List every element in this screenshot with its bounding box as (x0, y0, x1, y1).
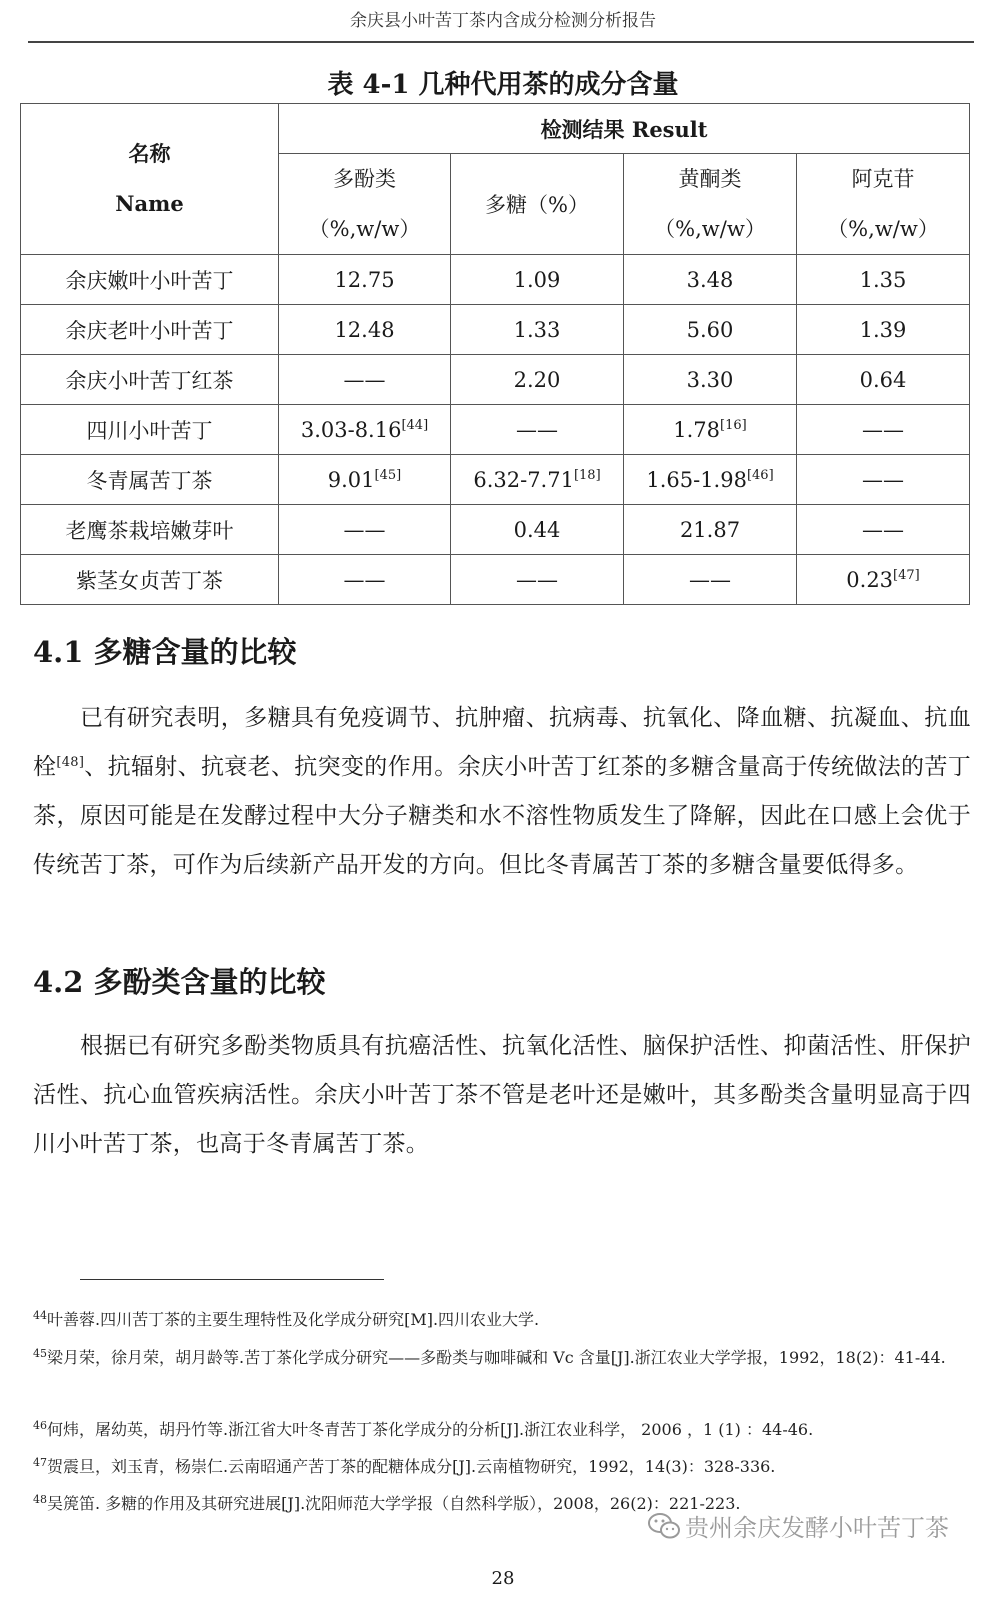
table-cell (797, 355, 970, 405)
cell-value: —— (862, 467, 905, 492)
name-header (21, 104, 279, 255)
table-cell (624, 355, 797, 405)
table-cell (624, 455, 797, 505)
footnote-number: 45 (33, 1347, 47, 1360)
col-header-flavonoid (624, 154, 797, 255)
table-cell (797, 405, 970, 455)
name-header-cn: 名称 (128, 141, 171, 166)
row-name: 紫茎女贞苦丁茶 (21, 555, 279, 605)
cell-value: 12.75 (334, 267, 395, 292)
table-caption: 表 4-1 几种代用茶的成分含量 (327, 70, 679, 100)
citation: [46] (746, 467, 774, 483)
cell-value: 1.35 (859, 267, 907, 292)
table-cell (797, 555, 970, 605)
section-heading-4-2: 4.2 多酚类含量的比较 (33, 965, 326, 999)
col-header-name: 多糖（%） (485, 193, 589, 217)
col-header-unit: （%,w/w） (308, 217, 421, 241)
table-row (21, 455, 970, 505)
table-row (21, 355, 970, 405)
footnote-number: 47 (33, 1456, 47, 1469)
footnote-number: 46 (33, 1419, 47, 1432)
section-heading-4-1: 4.1 多糖含量的比较 (33, 635, 297, 669)
table-cell (279, 305, 451, 355)
table-cell (451, 405, 624, 455)
table-cell (451, 455, 624, 505)
footnote-text: 何炜，屠幼英，胡丹竹等.浙江省大叶冬青苦丁茶化学成分的分析[J].浙江农业科学， 2006 ，1 (1) ：44-46. (47, 1420, 814, 1439)
paragraph-text: 、抗辐射、抗衰老、抗突变的作用。余庆小叶苦丁红茶的多糖含量高于传统做法的苦丁茶，原因可能是在发酵过程中大分子糖类和水不溶性物质发生了降解，因此在口感上会优于传统苦丁茶，可作为后续新产品开发的方向。但比冬青属苦丁茶的多糖含量要低得多。 (33, 754, 971, 878)
citation: [16] (720, 417, 747, 433)
table-cell (451, 355, 624, 405)
section-4-2-paragraph: 根据已有研究多酚类物质具有抗癌活性、抗氧化活性、脑保护活性、抑菌活性、肝保护活性、抗心血管疾病活性。余庆小叶苦丁茶不管是老叶还是嫩叶，其多酚类含量明显高于四川小叶苦丁茶，也高于冬青属苦丁茶。 (33, 1033, 971, 1157)
cell-value: —— (516, 417, 558, 442)
table-cell (279, 255, 451, 305)
cell-value: 1.39 (859, 317, 907, 342)
table-row (21, 255, 970, 305)
table-cell (797, 255, 970, 305)
table-cell (624, 405, 797, 455)
table-cell (624, 505, 797, 555)
citation: [45] (374, 467, 402, 483)
citation: [18] (573, 467, 601, 483)
col-header-name: 多酚类 (333, 167, 396, 191)
cell-value: 3.03-8.16 (300, 417, 402, 442)
cell-value: 2.20 (513, 367, 561, 392)
col-header-unit: （%,w/w） (827, 217, 939, 241)
name-header-en: Name (115, 191, 184, 216)
composition-table (20, 103, 970, 605)
cell-value: 1.09 (513, 267, 561, 292)
table-cell (279, 355, 451, 405)
footnote-text: 梁月荣，徐月荣，胡月龄等.苦丁茶化学成分研究——多酚类与咖啡碱和 Vc 含量[J].浙江农业大学学报，1992，18(2)：41-44. (47, 1348, 946, 1367)
section-4-1-paragraph (33, 694, 971, 890)
table-cell (797, 505, 970, 555)
cell-value: 0.23 (846, 567, 894, 592)
table-cell (451, 255, 624, 305)
cell-value: 3.30 (686, 367, 734, 392)
table-row (21, 555, 970, 605)
table-cell (797, 455, 970, 505)
citation: [44] (401, 417, 429, 433)
table-cell (797, 305, 970, 355)
citation: [48] (56, 755, 85, 770)
table-cell (279, 455, 451, 505)
result-header: 检测结果 Result (279, 104, 970, 154)
col-header-name: 黄酮类 (678, 167, 742, 191)
table-row (21, 505, 970, 555)
col-header-unit: （%,w/w） (654, 217, 766, 241)
running-header: 余庆县小叶苦丁茶内含成分检测分析报告 (350, 11, 656, 31)
col-header-acteoside (797, 154, 970, 255)
table-cell (279, 555, 451, 605)
cell-value: 1.78 (673, 417, 721, 442)
row-name: 余庆老叶小叶苦丁 (21, 305, 279, 355)
cell-value: —— (862, 417, 905, 442)
cell-value: 9.01 (327, 467, 375, 492)
table-row (21, 305, 970, 355)
cell-value: —— (689, 567, 731, 592)
table-cell (451, 505, 624, 555)
footnote-44 (33, 1302, 963, 1337)
footnote-number: 44 (33, 1309, 47, 1322)
cell-value: 3.48 (686, 267, 734, 292)
paragraph-text: 已有研究表明，多糖具有免疫调节、抗肿瘤、抗病毒、抗氧化、降血糖、抗凝血、抗血栓 (33, 705, 971, 780)
row-name: 老鹰茶栽培嫩芽叶 (21, 505, 279, 555)
table-cell (624, 305, 797, 355)
col-header-polyphenol (279, 154, 451, 255)
cell-value: —— (343, 367, 386, 392)
cell-value: 6.32-7.71 (473, 467, 574, 492)
watermark-text: 贵州余庆发酵小叶苦丁茶 (685, 1514, 949, 1542)
table-cell (624, 255, 797, 305)
col-header-name: 阿克苷 (851, 167, 915, 191)
row-name: 冬青属苦丁茶 (21, 455, 279, 505)
cell-value: 1.33 (513, 317, 561, 342)
table-cell (279, 405, 451, 455)
row-name: 余庆嫩叶小叶苦丁 (21, 255, 279, 305)
cell-value: —— (516, 567, 558, 592)
citation: [47] (893, 567, 920, 583)
row-name: 余庆小叶苦丁红茶 (21, 355, 279, 405)
cell-value: 0.64 (859, 367, 907, 392)
cell-value: —— (343, 517, 386, 542)
watermark (647, 1508, 949, 1543)
footnote-45 (33, 1340, 963, 1375)
table-cell (279, 505, 451, 555)
cell-value: 5.60 (686, 317, 734, 342)
table-row (21, 405, 970, 455)
cell-value: 0.44 (513, 517, 561, 542)
footnote-rule (80, 1279, 384, 1280)
table-cell (451, 305, 624, 355)
cell-value: —— (343, 567, 386, 592)
footnote-46 (33, 1412, 963, 1447)
cell-value: 21.87 (679, 517, 741, 542)
footnote-47 (33, 1449, 963, 1484)
table-cell (624, 555, 797, 605)
wechat-icon (647, 1511, 681, 1541)
row-name: 四川小叶苦丁 (21, 405, 279, 455)
cell-value: 1.65-1.98 (646, 467, 747, 492)
table-cell (451, 555, 624, 605)
footnote-text: 叶善蓉.四川苦丁茶的主要生理特性及化学成分研究[M].四川农业大学. (47, 1310, 540, 1329)
header-rule (28, 41, 974, 43)
footnote-text: 吴箎笛. 多糖的作用及其研究进展[J].沈阳师范大学学报（自然科学版），2008，26(2)：221-223. (47, 1494, 741, 1513)
cell-value: —— (862, 517, 905, 542)
footnote-number: 48 (33, 1493, 47, 1506)
col-header-polysaccharide (451, 154, 624, 255)
page-number: 28 (491, 1568, 515, 1589)
footnote-text: 贺震旦，刘玉青，杨崇仁.云南昭通产苦丁茶的配糖体成分[J].云南植物研究，1992，14(3)：328-336. (47, 1457, 776, 1476)
cell-value: 12.48 (334, 317, 395, 342)
